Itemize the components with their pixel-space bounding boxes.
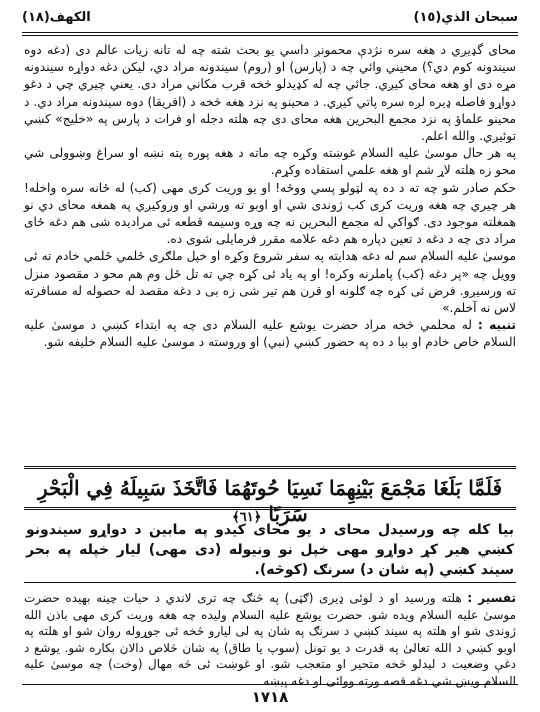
verse-band-bottom-rule xyxy=(24,503,516,510)
note-label: تنبيه : xyxy=(477,318,517,333)
tafseer-text: هلته ورسيد او د لوئی ډيری (ګټی) په څنګ چه تری لاندي د حيات چينه بهيده حضرت موسیٰ عليه السلام ويده شو. حضرت يوشع عليه السلام وليده چه هغه وريت کری مهی باذن الله ژوندی شو او هلته په سيند کښي د سرنګ په شان په لی ليارو څخه ئی جوړوله روان شو او هلته په اوبو کښي د الله تعالیٰ په قدرت د يو تونل (سوپ يا طاق) په شان څلاص دالان بکاره شو. يوشع د دغې وضعيت د ليدلو څخه متحير او متعجب شو. او غوښت ئی څه مهال (وخت) چه موسیٰ عليه السلام ويښ شي دغه قصه ورته ووائی او دغه پيښه xyxy=(24,591,516,688)
header-rule xyxy=(22,32,518,33)
paragraph: په هر حال موسیٰ عليه السلام غوښته وکړه چه ماته د هغه پوره پته نښه او سراغ وښوولی شي محو زه هلته لاړ شم او هغه علمي استفاده وکړم. xyxy=(24,146,516,178)
juz-name-right: سبحان الذي(١٥) xyxy=(413,9,518,25)
paragraph: محای گډیږي د هغه سره نژدې محمونږ داسي يو بحث شته چه له تانه زيات عالم دی (دغه دوه سيندونه کوم دي؟) محيني وائي چه د (پارس) او (روم) سيندونه مراد دي، ليکن دغه دواړه سيندونه مړه دی او هغه محای کيږي. جائي چه له کډيدلو څخه قرب مکاني مراد دی. يعني چيري چي د دغو دواړو فاصله ډيره لږه سره پاتي کيږي. د محينو په نزد هغه څخه د (افريقا) دوه سيندونه مراد دي. د محينو علماؤ په نزد مجمع البحرين هغه محای دی چه هلته دجله او فرات د پارس په «خليج» کښي توئيږي. والله اعلم. xyxy=(24,43,516,144)
tafseer-section xyxy=(24,590,516,690)
verse-band xyxy=(24,466,516,526)
header-rule-secondary xyxy=(22,35,518,36)
tafseer-label: تفسير : xyxy=(467,591,516,605)
footer-rule xyxy=(22,684,518,685)
page-number: ١٧١٨ xyxy=(251,688,289,706)
verse-number: ﴿٦١﴾ xyxy=(232,510,262,525)
note-text: له محلمي څخه مراد حضرت يوشع عليه السلام دی چه په ابتداء کښي د موسیٰ عليه السلام خاص خادم او بيا د ده په حضور کښي (نبي) او وروسته د موسیٰ عليه السلام خليفه شو. xyxy=(24,318,516,350)
note-paragraph xyxy=(24,317,516,351)
paragraph: موسیٰ عليه السلام سم له دغه هدايته په سفر شروع وکړه او خپل ملګری ځلمي ځلمي خادم ته ئی وويل چه «پر دغه (کب) پاملرنه وکره! او په ياد ئی کړه چي ته تل ځل وم هم محو د مقصود منزل ته ورسيږو. فرض ئی کړه چه ګلونه او قرن هم تير شی زه بی د دغه مقصد له حصوله له مسافرته لاس نه آخلم.» xyxy=(24,249,516,316)
verse-text: فَلَمَّا بَلَغَا مَجْمَعَ بَيْنِهِمَا نَسِيَا حُوتَهُمَا فَاتَّخَذَ سَبِيلَهُ فِي الْبَحْرِ سَرَبًا xyxy=(37,476,503,526)
surah-name-left: الكهف(١٨) xyxy=(22,9,91,25)
verse-translation: بيا کله چه ورسيدل محای د يو محای کيدو په مابين د دواړو سيندونو کښي هير کړ دواړو مهی خپل نو ونيوله (دی مهی) ليار خپله په بحر سيند کښي (په شان د) سرنګ (کوڅه). xyxy=(26,522,514,578)
verse-band-top-rule xyxy=(24,466,516,473)
paragraph: حکم صادر شو چه ته د ده په لټولو پسي ووځه! او يو وريت کری مهی (کب) له ځانه سره واخله! هر چيري چه هغه وريت کری کب ژوندی شي او اوبو ته ورشي او وروکيږي په همغه محای دي نو همغلته موجود دی. ګواکي له مجمع البحرين نه چه وړه وسيمه قطعه ئی مراديده شی هم دغه ځای مراد دی چه د دغه د تعين دپاره هم دغه علامه مقرر فرمايلی شوی ده. xyxy=(24,180,516,247)
translation-separator xyxy=(24,582,516,583)
commentary-body xyxy=(24,42,516,352)
page-header xyxy=(22,6,518,28)
